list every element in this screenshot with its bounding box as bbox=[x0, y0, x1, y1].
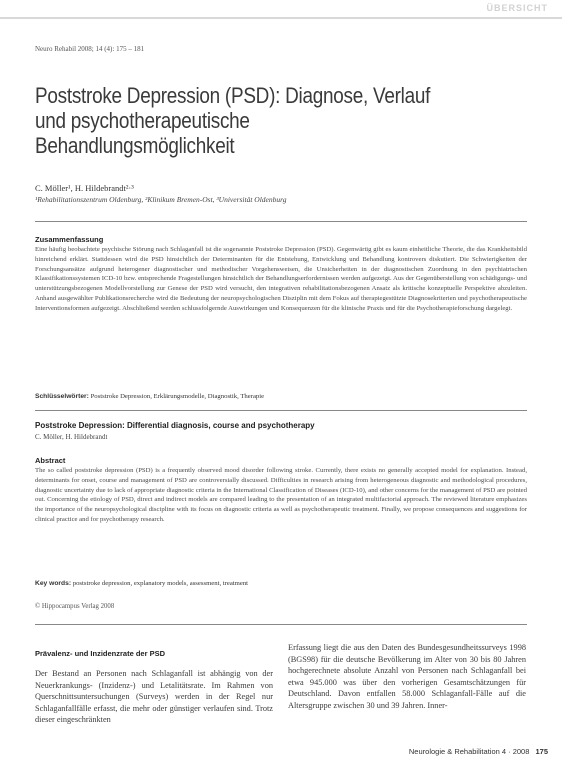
english-title: Poststroke Depression: Differential diagnosis, course and psychotherapy bbox=[35, 421, 315, 430]
divider bbox=[35, 410, 527, 411]
header-rule bbox=[0, 17, 562, 19]
divider bbox=[35, 624, 527, 625]
page-header bbox=[0, 0, 562, 20]
keywords-de-text: Poststroke Depression, Erklärungsmodelle, Diagnostik, Therapie bbox=[90, 393, 265, 400]
abstract-en-heading: Abstract bbox=[35, 456, 66, 465]
journal-name: Neurologie & Rehabilitation 4 · 2008 bbox=[408, 747, 530, 756]
affiliation: ¹Rehabilitationszentrum Oldenburg, ²Klinikum Bremen-Ost, ³Universität Oldenburg bbox=[35, 195, 287, 204]
keywords-de bbox=[35, 393, 264, 400]
section-tag: ÜBERSICHT bbox=[486, 3, 548, 13]
body-column-2: Erfassung liegt die aus den Daten des Bundesgesundheitssurveys 1998 (BGS98) für die deutsche Bevölkerung im Alter von 30 bis 80 Jahren hochgerechnete absolute Anzahl von Personen nach Schlaganfall bei etwa 945.000 was über den vorherigen Gesamtschätzungen für Deutschland. Davon entfallen 58.000 Schlaganfall-Fälle auf die Altersgruppe zwischen 30 und 39 Jahren. Inner- bbox=[288, 643, 526, 710]
copyright: © Hippocampus Verlag 2008 bbox=[35, 603, 115, 610]
citation: Neuro Rehabil 2008; 14 (4): 175 – 181 bbox=[35, 45, 145, 53]
abstract-de-heading: Zusammenfassung bbox=[35, 235, 104, 244]
keywords-en-text: poststroke depression, explanatory models, assessment, treatment bbox=[72, 580, 249, 587]
divider bbox=[35, 221, 527, 222]
body-column-1: Der Bestand an Personen nach Schlaganfall ist abhängig von der Neuerkrankungs- (Inzidenz-) und Letalitätsrate. Im Rahmen von Querschnittsuntersuchungen (Surveys) werden in der Regel nur Schlaganfallfälle erfasst, die mehr oder günstiger verlaufen sind. Trotz dieser eingeschränkten bbox=[35, 669, 273, 725]
english-authors: C. Möller, H. Hildebrandt bbox=[35, 433, 108, 441]
abstract-de-text: Eine häufig beobachtete psychische Störung nach Schlaganfall ist die sogenannte Poststroke Depression (PSD). Gegenwärtig gibt es kaum einheitliche Theorie, die das Krankheitsbild hinreichend erklärt. Stattdessen wird die PSD hinsichtlich der Determinanten für die Entstehung, Entwicklung und Behandlung kontrovers diskutiert. Die Schwierigkeiten der Forschungsansätze aufgrund heterogener diagnostischer und methodischer Vorgehensweisen, die Unsicherheiten in der diagnostischen Zuordnung in den psychiatrischen Klassifikationssystemen ICD-10 bzw. entsprechende Fragestellungen hinsichtlich der Behandlungserfordernissen werden aufgezeigt. Aus der Gegenüberstellung von schädigungs- und unterstützungsbezogenen Modellvorstellung zur Genese der PSD wird versucht, den integrativen rehabilitationsbezogenen Ansatz als kritische konzeptuelle Perspektive abzuleiten. Anhand ausgewählter Publikationsrecherche wird die Bedeutung der neuropsychologischen Disziplin mit dem Fokus auf therapiegestützte Diagnosekriterien und psychotherapeutische Interventionsformen aufgezeigt. Abschließend werden schlussfolgernde Auswirkungen und Konsequenzen für die klinische Praxis und für die Psychotherapieforschung dargelegt. bbox=[35, 246, 527, 312]
page-footer bbox=[409, 747, 548, 756]
authors: C. Möller¹, H. Hildebrandt²·³ bbox=[35, 183, 134, 193]
page-number: 175 bbox=[535, 747, 548, 756]
keywords-de-label: Schlüsselwörter: bbox=[35, 393, 89, 400]
abstract-en-text: The so called poststroke depression (PSD) is a frequently observed mood disorder following stroke. Currently, there exists no generally accepted model for explanation. Instead, determinants for onset, course and management of PSD are controversially discussed. Difficulties in research arising from heterogeneous diagnostic and methodological procedures, diagnostic uncertainty due to lack of appropriate diagnostic criteria in the International Classification of Diseases (ICD-10), and other concerns for the management of PSD are pointed out. Concerning the etiology of PSD, direct and indirect models are compared leading to the presentation of an integrated multifactorial approach. The reviewed literature emphasizes the importance of the neuropsychological discipline with its focus on diagnostic criteria as well as psychotherapeutic treatment. Finally, we propose consequences and suggestions for clinical practice and for psychotherapy research. bbox=[35, 467, 527, 523]
article-title: Poststroke Depression (PSD): Diagnose, Verlauf und psychotherapeutische Behandlungsmöglichkeit bbox=[35, 83, 431, 158]
section-heading: Prävalenz- und Inzidenzrate der PSD bbox=[35, 649, 166, 658]
keywords-en-label: Key words: bbox=[35, 580, 72, 587]
keywords-en bbox=[35, 580, 248, 587]
